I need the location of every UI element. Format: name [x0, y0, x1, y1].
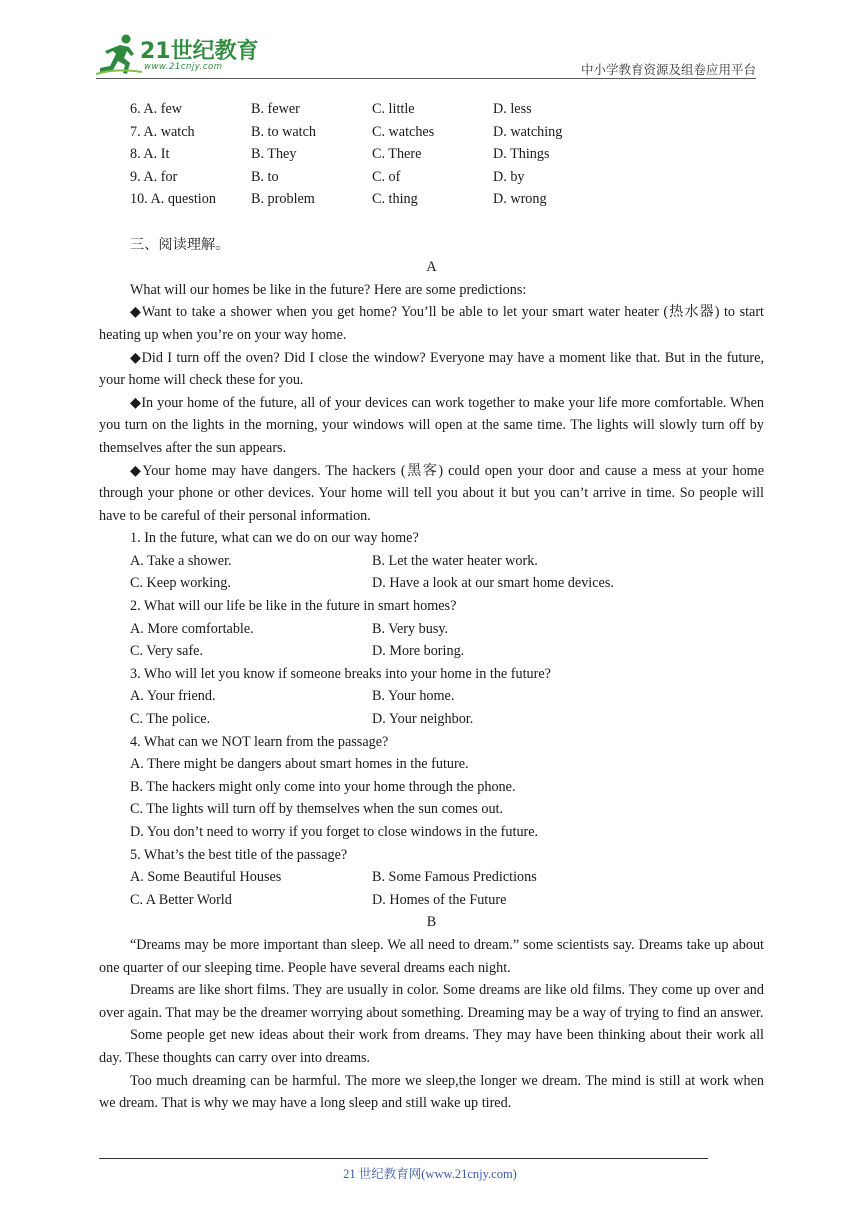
option-a: A. Some Beautiful Houses — [130, 869, 282, 886]
passage-b-label: B — [426, 914, 437, 931]
passage-a-paragraph: ◆Want to take a shower when you get home? You’ll be able to let your smart water heater (热水器) to start heating up when you’re on your way home. — [99, 304, 764, 343]
page-header — [0, 0, 860, 80]
options-row — [99, 188, 764, 211]
option-cell: C. thing — [372, 191, 418, 208]
document-body — [99, 98, 764, 1115]
option-c: C. The lights will turn off by themselves when the sun comes out. — [130, 801, 504, 818]
footer-text: 21 世纪教育网(www.21cnjy.com) — [343, 1167, 517, 1181]
question-3: 3. Who will let you know if someone breaks into your home in the future? — [130, 665, 551, 682]
passage-a-intro: What will our homes be like in the future? Here are some predictions: — [130, 281, 527, 298]
passage-b-paragraph: Dreams are like short films. They are usually in color. Some dreams are like old films. They come up over and over again. That may be the dreamer worrying about something. Dreaming may be a way of trying to find an answer. — [99, 982, 764, 1021]
passage-b-paragraph: Some people get new ideas about their work from dreams. They may have been thinking about their work all day. These thoughts can carry over into dreams. — [99, 1027, 764, 1066]
option-b: B. Your home. — [372, 688, 455, 705]
question-5: 5. What’s the best title of the passage? — [130, 846, 348, 863]
option-cell: 6. A. few — [130, 101, 183, 117]
option-c: C. Very safe. — [130, 643, 204, 660]
option-a: A. More comfortable. — [130, 620, 254, 637]
option-b: B. Some Famous Predictions — [372, 869, 537, 886]
option-cell: C. There — [372, 146, 422, 163]
option-cell: B. to watch — [251, 123, 317, 140]
question-2-options-row — [99, 640, 764, 663]
question-2-options-row — [99, 618, 764, 641]
option-d: D. More boring. — [372, 643, 465, 660]
option-a: A. Your friend. — [130, 688, 216, 705]
option-cell: 7. A. watch — [130, 123, 195, 140]
question-3-options-row — [99, 708, 764, 731]
options-row — [99, 98, 764, 121]
question-3-options-row — [99, 685, 764, 708]
question-2: 2. What will our life be like in the future in smart homes? — [130, 598, 457, 615]
passage-a-label: A — [426, 259, 437, 276]
option-d: D. Homes of the Future — [372, 891, 507, 908]
option-c: C. A Better World — [130, 891, 232, 908]
option-cell: D. watching — [493, 123, 563, 140]
options-row — [99, 166, 764, 189]
spacer — [99, 211, 764, 234]
passage-a-paragraph: ◆In your home of the future, all of your devices can work together to make your life more comfortable. When you turn on the lights in the morning, your windows will open at the same time. The lights will slowly turn off by themselves after the sun appears. — [99, 394, 764, 456]
option-cell: 9. A. for — [130, 168, 178, 185]
logo-url: www.21cnjy.com — [144, 62, 223, 72]
question-1-options-row — [99, 550, 764, 573]
option-cell: C. little — [372, 101, 415, 117]
question-1-options-row — [99, 572, 764, 595]
section-title: 三、阅读理解。 — [130, 236, 230, 253]
question-5-options-row — [99, 889, 764, 912]
logo-text: 21世纪教育 — [140, 39, 259, 64]
option-cell: B. fewer — [251, 101, 300, 117]
footer-divider — [99, 1158, 708, 1159]
question-1: 1. In the future, what can we do on our way home? — [130, 530, 419, 547]
options-row — [99, 121, 764, 144]
header-divider — [96, 78, 756, 79]
options-row — [99, 143, 764, 166]
option-cell: B. They — [251, 146, 297, 163]
option-cell: B. problem — [251, 191, 315, 208]
option-cell: D. less — [493, 101, 532, 117]
option-cell: B. to — [251, 168, 279, 185]
option-cell: C. of — [372, 168, 401, 185]
option-d: D. You don’t need to worry if you forget to close windows in the future. — [130, 824, 539, 840]
runner-logo-icon — [96, 32, 144, 76]
header-tagline: 中小学教育资源及组卷应用平台 — [580, 62, 756, 77]
passage-b-paragraph: Too much dreaming can be harmful. The more we sleep,the longer we dream. The mind is still at work when we dream. That is why we may have a long sleep and still wake up tired. — [99, 1072, 764, 1112]
option-cell: D. wrong — [493, 191, 547, 208]
option-cell: 8. A. It — [130, 146, 170, 163]
option-a: A. There might be dangers about smart homes in the future. — [130, 756, 469, 773]
question-5-options-row — [99, 866, 764, 889]
option-cell: C. watches — [372, 123, 435, 140]
option-cell: D. Things — [493, 146, 550, 163]
option-b: B. The hackers might only come into your home through the phone. — [130, 778, 516, 795]
option-cell: D. by — [493, 168, 525, 185]
passage-a-paragraph: ◆Did I turn off the oven? Did I close the window? Everyone may have a moment like that. But in the future, your home will check these for you. — [99, 349, 764, 389]
question-4: 4. What can we NOT learn from the passage? — [130, 733, 389, 750]
passage-b-paragraph: “Dreams may be more important than sleep. We all need to dream.” some scientists say. Dreams take up about one quarter of our sleeping time. People have several dreams each night. — [99, 936, 764, 976]
passage-a-paragraph: ◆Your home may have dangers. The hackers (黑客) could open your door and cause a mess at your home through your phone or other devices. Your home will tell you about it but you can’t arrive in time. So people will have to be careful of their personal information. — [99, 462, 764, 524]
option-d: D. Your neighbor. — [372, 711, 474, 728]
options-table — [99, 98, 764, 211]
option-c: C. The police. — [130, 711, 211, 728]
option-c: C. Keep working. — [130, 575, 231, 592]
option-b: B. Very busy. — [372, 620, 449, 637]
option-cell: 10. A. question — [130, 191, 216, 208]
logo — [96, 32, 261, 78]
option-a: A. Take a shower. — [130, 552, 232, 569]
option-d: D. Have a look at our smart home devices. — [372, 575, 614, 592]
option-b: B. Let the water heater work. — [372, 552, 538, 569]
